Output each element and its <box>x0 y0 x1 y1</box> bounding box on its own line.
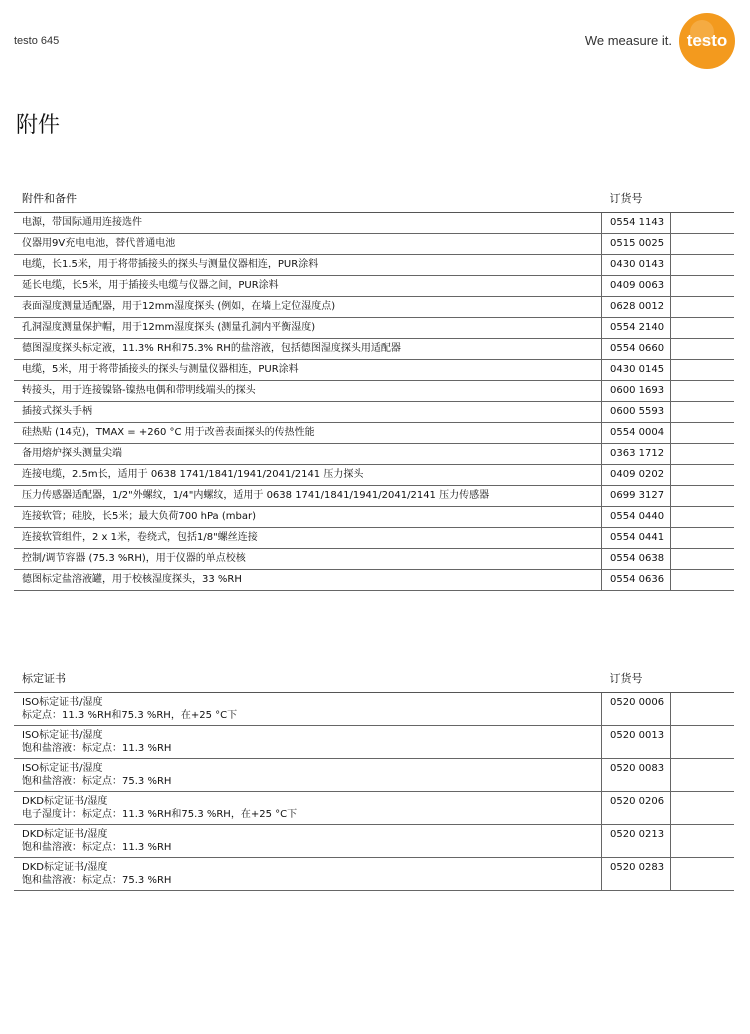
table-row <box>14 693 734 726</box>
order-number: 0554 0636 <box>602 570 671 591</box>
empty-cell <box>671 486 735 507</box>
accessory-description: 仪器用9V充电电池，替代普通电池 <box>14 234 602 255</box>
empty-cell <box>671 825 735 858</box>
accessory-description: 孔洞湿度测量保护帽，用于12mm湿度探头 (测量孔洞内平衡湿度) <box>14 318 602 339</box>
empty-cell <box>671 381 735 402</box>
order-number: 0520 0213 <box>602 825 671 858</box>
empty-cell <box>671 423 735 444</box>
certificate-detail: 饱和盐溶液：标定点：75.3 %RH <box>22 875 172 886</box>
empty-cell <box>671 507 735 528</box>
accessory-description: 电缆，5米，用于将带插接头的探头与测量仪器相连，PUR涂料 <box>14 360 602 381</box>
accessory-description: 转接头，用于连接镍铬-镍热电偶和带明线端头的探头 <box>14 381 602 402</box>
table-row <box>14 528 734 549</box>
empty-cell <box>671 726 735 759</box>
table-row <box>14 570 734 591</box>
certificate-detail: 饱和盐溶液：标定点：11.3 %RH <box>22 842 172 853</box>
empty-cell <box>671 444 735 465</box>
table-row <box>14 318 734 339</box>
table-row <box>14 507 734 528</box>
column-header-order-number: 订货号 <box>602 670 735 693</box>
certificate-title: ISO标定证书/湿度 <box>22 697 103 708</box>
table-row <box>14 381 734 402</box>
table-row <box>14 276 734 297</box>
certificates-table <box>14 670 734 891</box>
accessory-description: 连接软管；硅胶，长5米；最大负荷700 hPa (mbar) <box>14 507 602 528</box>
empty-cell <box>671 234 735 255</box>
certificate-title: ISO标定证书/湿度 <box>22 763 103 774</box>
order-number: 0554 0660 <box>602 339 671 360</box>
table-row <box>14 792 734 825</box>
empty-cell <box>671 360 735 381</box>
table-row <box>14 486 734 507</box>
empty-cell <box>671 402 735 423</box>
table-header-row <box>14 190 734 213</box>
certificate-detail: 饱和盐溶液：标定点：75.3 %RH <box>22 776 172 787</box>
table-row <box>14 825 734 858</box>
order-number: 0600 1693 <box>602 381 671 402</box>
page-title: 附件 <box>16 113 61 138</box>
order-number: 0515 0025 <box>602 234 671 255</box>
order-number: 0430 0145 <box>602 360 671 381</box>
accessory-description: 备用熔炉探头测量尖端 <box>14 444 602 465</box>
empty-cell <box>671 318 735 339</box>
certificate-description <box>14 726 602 759</box>
column-header-order-number: 订货号 <box>602 190 735 213</box>
order-number: 0363 1712 <box>602 444 671 465</box>
empty-cell <box>671 792 735 825</box>
order-number: 0554 2140 <box>602 318 671 339</box>
order-number: 0554 1143 <box>602 213 671 234</box>
empty-cell <box>671 276 735 297</box>
accessories-table <box>14 190 734 591</box>
table-row <box>14 213 734 234</box>
accessory-description: 延长电缆，长5米，用于插接头电缆与仪器之间，PUR涂料 <box>14 276 602 297</box>
empty-cell <box>671 528 735 549</box>
certificate-detail: 电子湿度计：标定点：11.3 %RH和75.3 %RH，在+25 °C下 <box>22 809 298 820</box>
table-row <box>14 255 734 276</box>
order-number: 0520 0283 <box>602 858 671 891</box>
accessory-description: 德图标定盐溶液罐，用于校核湿度探头，33 %RH <box>14 570 602 591</box>
accessories-table-body <box>14 213 734 591</box>
certificate-description <box>14 759 602 792</box>
order-number: 0430 0143 <box>602 255 671 276</box>
column-header-certificate: 标定证书 <box>14 670 602 693</box>
empty-cell <box>671 549 735 570</box>
column-header-description: 附件和备件 <box>14 190 602 213</box>
table-row <box>14 297 734 318</box>
certificate-title: DKD标定证书/湿度 <box>22 829 108 840</box>
tagline: We measure it. <box>584 33 672 48</box>
certificate-title: DKD标定证书/湿度 <box>22 862 108 873</box>
accessory-description: 电源，带国际通用连接选件 <box>14 213 602 234</box>
accessory-description: 德图湿度探头标定液，11.3% RH和75.3% RH的盐溶液，包括德图湿度探头用适配器 <box>14 339 602 360</box>
certificate-detail: 饱和盐溶液：标定点：11.3 %RH <box>22 743 172 754</box>
order-number: 0554 0440 <box>602 507 671 528</box>
accessory-description: 连接软管组件，2 x 1米，卷绕式，包括1/8"螺丝连接 <box>14 528 602 549</box>
table-row <box>14 402 734 423</box>
order-number: 0409 0063 <box>602 276 671 297</box>
order-number: 0520 0206 <box>602 792 671 825</box>
accessory-description: 连接电缆，2.5m长，适用于 0638 1741/1841/1941/2041/2141 压力探头 <box>14 465 602 486</box>
table-row <box>14 726 734 759</box>
order-number: 0699 3127 <box>602 486 671 507</box>
order-number: 0600 5593 <box>602 402 671 423</box>
certificate-title: ISO标定证书/湿度 <box>22 730 103 741</box>
table-row <box>14 444 734 465</box>
certificate-detail: 标定点：11.3 %RH和75.3 %RH，在+25 °C下 <box>22 710 238 721</box>
order-number: 0554 0441 <box>602 528 671 549</box>
empty-cell <box>671 465 735 486</box>
empty-cell <box>671 693 735 726</box>
empty-cell <box>671 759 735 792</box>
logo-text: testo <box>686 31 728 50</box>
table-row <box>14 858 734 891</box>
certificate-description <box>14 792 602 825</box>
table-row <box>14 549 734 570</box>
accessory-description: 表面湿度测量适配器，用于12mm湿度探头 (例如，在墙上定位湿度点) <box>14 297 602 318</box>
table-row <box>14 759 734 792</box>
order-number: 0554 0638 <box>602 549 671 570</box>
table-row <box>14 465 734 486</box>
certificate-description <box>14 825 602 858</box>
order-number: 0520 0006 <box>602 693 671 726</box>
order-number: 0409 0202 <box>602 465 671 486</box>
table-row <box>14 234 734 255</box>
order-number: 0554 0004 <box>602 423 671 444</box>
testo-logo <box>678 12 736 70</box>
table-header-row <box>14 670 734 693</box>
accessory-description: 控制/调节容器 (75.3 %RH)，用于仪器的单点校核 <box>14 549 602 570</box>
certificates-table-body <box>14 693 734 891</box>
certificate-title: DKD标定证书/湿度 <box>22 796 108 807</box>
order-number: 0520 0013 <box>602 726 671 759</box>
certificate-description <box>14 858 602 891</box>
certificate-description <box>14 693 602 726</box>
empty-cell <box>671 255 735 276</box>
table-row <box>14 339 734 360</box>
order-number: 0628 0012 <box>602 297 671 318</box>
table-row <box>14 360 734 381</box>
empty-cell <box>671 570 735 591</box>
empty-cell <box>671 858 735 891</box>
table-row <box>14 423 734 444</box>
empty-cell <box>671 339 735 360</box>
accessory-description: 插接式探头手柄 <box>14 402 602 423</box>
order-number: 0520 0083 <box>602 759 671 792</box>
accessory-description: 电缆，长1.5米，用于将带插接头的探头与测量仪器相连，PUR涂料 <box>14 255 602 276</box>
empty-cell <box>671 213 735 234</box>
accessory-description: 压力传感器适配器，1/2"外螺纹，1/4"内螺纹，适用于 0638 1741/1841/1941/2041/2141 压力传感器 <box>14 486 602 507</box>
empty-cell <box>671 297 735 318</box>
model-name: testo 645 <box>14 35 60 47</box>
accessory-description: 硅热贴 (14克)，TMAX = +260 °C 用于改善表面探头的传热性能 <box>14 423 602 444</box>
